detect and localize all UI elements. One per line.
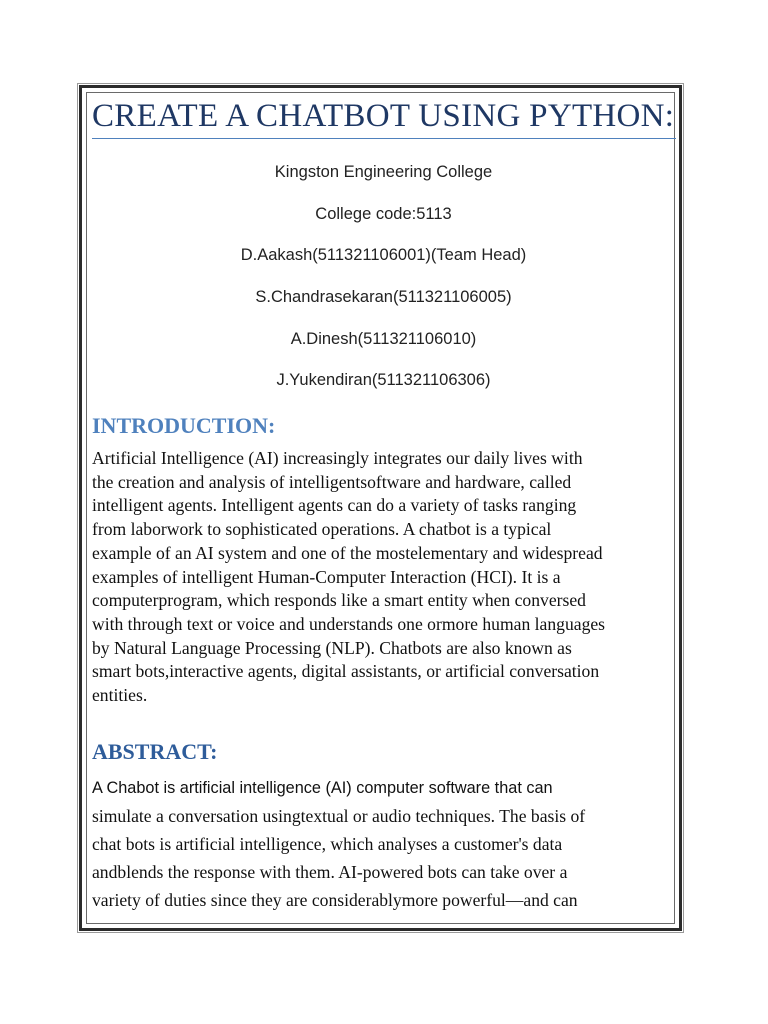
paragraph-line: andblends the response with them. AI-powered bots can take over a	[92, 862, 568, 882]
author-line: D.Aakash(511321106001)(Team Head)	[240, 246, 527, 265]
paragraph-line: example of an AI system and one of the mostelementary and widespread	[92, 542, 603, 563]
introduction-heading: INTRODUCTION:	[92, 413, 276, 438]
paragraph-line: examples of intelligent Human-Computer Interaction (HCI). It is a	[92, 566, 561, 587]
paragraph-line: chat bots is artificial intelligence, which analyses a customer's data	[92, 834, 563, 854]
paragraph-line: computerprogram, which responds like a smart entity when conversed	[92, 590, 586, 611]
author-block	[82, 160, 685, 410]
paragraph-line: the creation and analysis of intelligentsoftware and hardware, called	[92, 471, 572, 492]
introduction-paragraph	[92, 447, 682, 708]
paragraph-line: variety of duties since they are considerablymore powerful—and can	[92, 890, 578, 910]
author-line: J.Yukendiran(511321106306)	[276, 371, 491, 390]
paragraph-line: entities.	[92, 685, 148, 706]
document-title: CREATE A CHATBOT USING PYTHON:	[92, 98, 675, 134]
abstract-heading: ABSTRACT:	[92, 739, 218, 764]
paragraph-line: by Natural Language Processing (NLP). Chatbots are also known as	[92, 637, 572, 658]
college-name: Kingston Engineering College	[274, 163, 493, 181]
college-code: College code:5113	[315, 204, 452, 223]
paragraph-line: from laborwork to sophisticated operations. A chatbot is a typical	[92, 519, 552, 540]
paragraph-line: with through text or voice and understands one ormore human languages	[92, 613, 606, 634]
paragraph-line: simulate a conversation usingtextual or audio techniques. The basis of	[92, 806, 586, 826]
title-underline	[92, 138, 676, 139]
paragraph-line: A Chabot is artificial intelligence (AI) computer software that can	[92, 779, 553, 797]
paragraph-line: Artificial Intelligence (AI) increasingly integrates our daily lives with	[92, 448, 583, 468]
abstract-paragraph	[92, 774, 682, 914]
paragraph-line: smart bots,interactive agents, digital assistants, or artificial conversation	[92, 661, 600, 682]
author-line: A.Dinesh(511321106010)	[290, 329, 477, 348]
paragraph-line: intelligent agents. Intelligent agents can do a variety of tasks ranging	[92, 495, 577, 516]
document-page	[79, 85, 682, 931]
author-line: S.Chandrasekaran(511321106005)	[255, 288, 512, 307]
